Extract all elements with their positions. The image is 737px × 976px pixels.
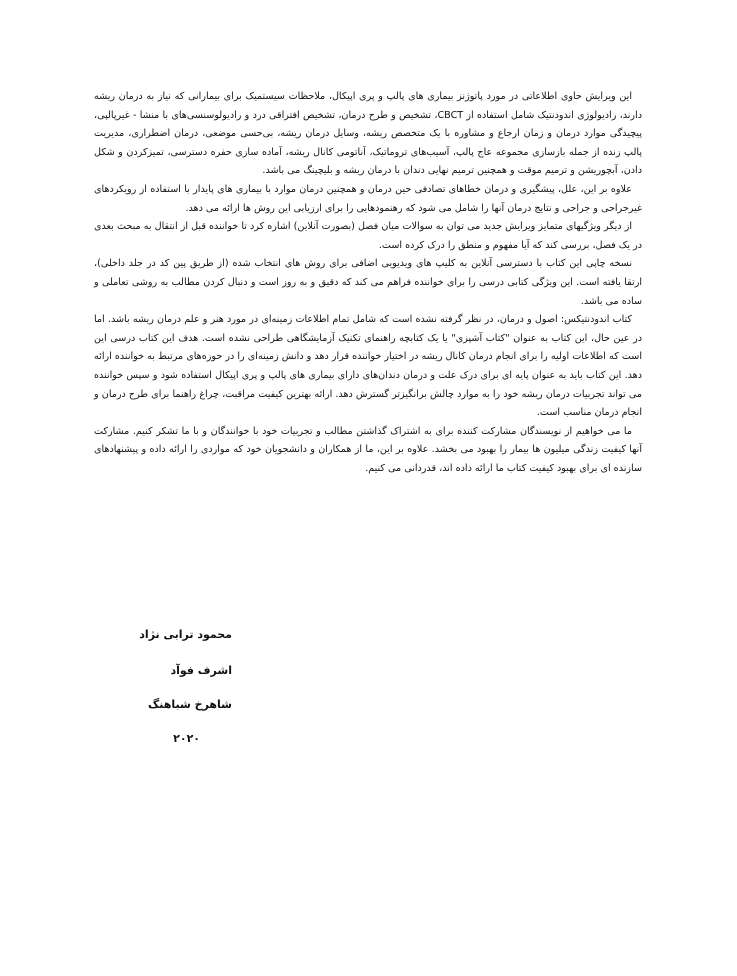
preface-paragraph-5: کتاب اندودنتیکس: اصول و درمان، در نظر گرفته نشده است که شامل تمام اطلاعات زمینه‌ای در مورد هنر و علم درمان ریشه باشد. اما در عین حال، این کتاب به عنوان "کتاب آشپزی" یا یک کتابچه راهنمای تکنیک آزمایشگاهی طراحی نشده است. هدف این کتاب درسی این است که اطلاعات اولیه را برای انجام درمان کانال ریشه در اختیار خواننده قرار دهد و دانش زمینه‌ای را در حوزه‌های مرتبط به خواننده ارائه دهد. این کتاب باید به عنوان پایه ای برای درک علت و درمان دندان‌های دارای بیماری های پالپ و پری اپیکال استفاده شود و سپس خواننده می تواند تجربیات درمان ریشه خود را به موارد چالش برانگیزتر گسترش دهد. ارائه بهترین کیفیت مراقبت، چراغ راهنما برای طرح درمان و انجام درمان مناسب است. bbox=[94, 314, 642, 419]
author-name-1: محمود ترابی نژاد bbox=[139, 628, 232, 641]
preface-body bbox=[94, 88, 642, 478]
preface-paragraph-1: این ویرایش حاوی اطلاعاتی در مورد پاتوژنز بیماری های پالپ و پری اپیکال، ملاحظات سیستمیک برای بیمارانی که نیاز به درمان ریشه دارند، رادیولوژی اندودنتیک شامل استفاده از CBCT، تشخیص و طرح درمان، تشخیص افتراقی درد و رادیولوسنسی‌های با منشا - غیرپالپی، پیچیدگی موارد درمان و زمان ارجاع و مشاوره با یک متخصص ریشه، وسایل درمان ریشه، بی‌حسی موضعی، درمان اضطراری، مدیریت پالپ زنده از جمله بازسازی مجموعه عاج پالپ، آسیب‌های تروماتیک، آناتومی کانال ریشه، آماده سازی حفره دسترسی، تمیزکردن و شکل دادن، آبچوریشن و ترمیم موقت و همچنین ترمیم نهایی دندان با درمان ریشه و بلیچینگ می باشد. bbox=[94, 91, 642, 177]
preface-paragraph-2: علاوه بر این، علل، پیشگیری و درمان خطاهای تصادفی حین درمان و همچنین درمان موارد با بیماری های پایدار با استفاده از رویکردهای غیرجراحی و جراحی و نتایج درمان آنها را شامل می شود که رهنمودهایی را برای ارزیابی این روش ها ارائه می دهد. bbox=[94, 183, 642, 214]
preface-paragraph-6: ما می خواهیم از نویسندگان مشارکت کننده برای به اشتراک گذاشتن مطالب و تجربیات خود با خوانندگان و با ما تشکر کنیم. مشارکت آنها کیفیت زندگی میلیون ها بیمار را بهبود می بخشد. علاوه بر این، ما از همکاران و دانشجویان خود که مواردی را ارائه داده و پیشنهادهای سازنده ای برای بهبود کیفیت کتاب ما ارائه داده اند، قدردانی می کنیم. bbox=[94, 425, 642, 474]
preface-paragraph-3: از دیگر ویژگیهای متمایز ویرایش جدید می توان به سوالات میان فصل (بصورت آنلاین) اشاره کرد تا خواننده قبل از انتقال به مبحث بعدی در یک فصل، بررسی کند که آیا مفهوم و منطق را درک کرده است. bbox=[94, 221, 642, 251]
author-name-3: شاهرخ شباهنگ bbox=[148, 698, 232, 711]
signature-year: ۲۰۲۰ bbox=[173, 732, 200, 745]
author-name-2: اشرف فوآد bbox=[170, 664, 232, 677]
preface-paragraph-4: نسخه چاپی این کتاب با دسترسی آنلاین به کلیپ های ویدیویی اضافی برای روش های انتخاب شده (از طریق پین کد در جلد داخلی)، ارتقا یافته است. این ویژگی کتابی درسی را برای خواننده فراهم می کند که دقیق و به روز است و دنبال کردن مطالب به روشی تعاملی و ساده می باشد. bbox=[94, 258, 642, 307]
